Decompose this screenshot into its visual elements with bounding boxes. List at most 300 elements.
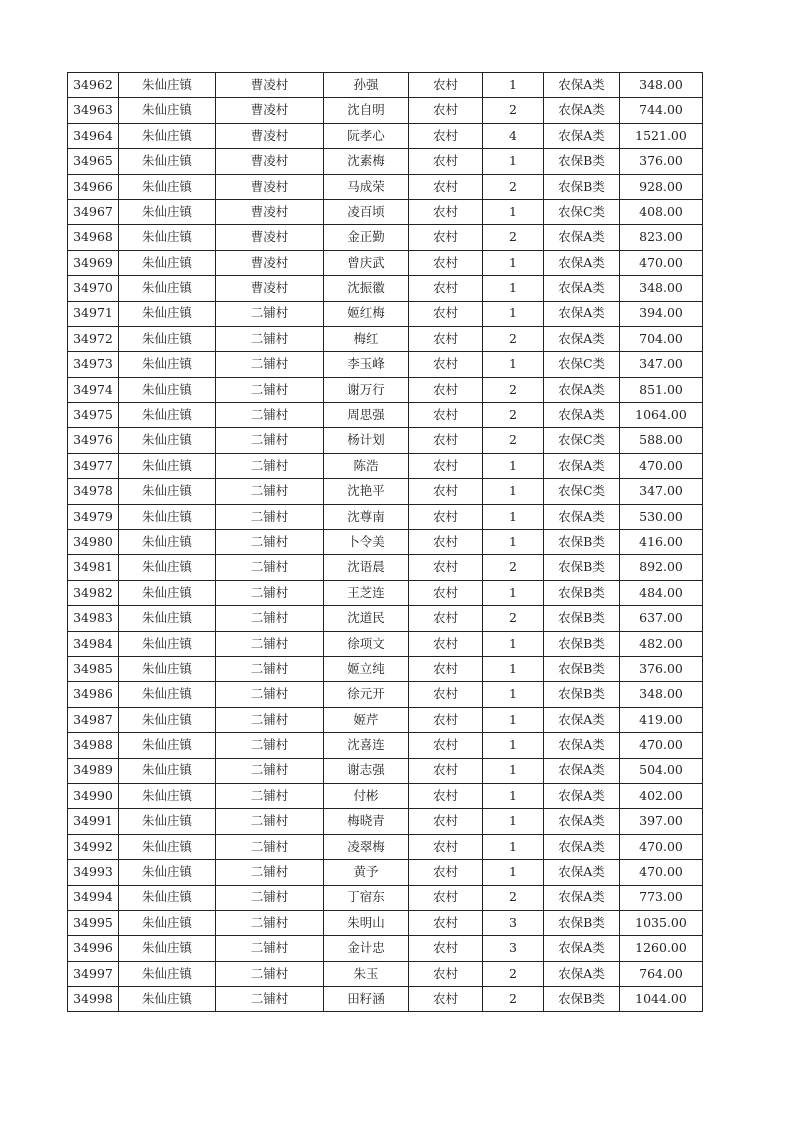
cell-amount: 347.00: [620, 479, 703, 504]
cell-member-count: 1: [483, 276, 544, 301]
cell-record-id: 34981: [68, 555, 119, 580]
cell-insurance-category: 农保A类: [544, 733, 620, 758]
cell-name: 曾庆武: [324, 250, 409, 275]
cell-name: 周思强: [324, 403, 409, 428]
cell-village: 曹凌村: [216, 149, 324, 174]
cell-member-count: 1: [483, 199, 544, 224]
cell-amount: 470.00: [620, 733, 703, 758]
cell-record-id: 34982: [68, 580, 119, 605]
cell-record-id: 34977: [68, 453, 119, 478]
table-row: [68, 326, 703, 351]
table-row: [68, 733, 703, 758]
cell-amount: 1044.00: [620, 987, 703, 1012]
cell-town: 朱仙庄镇: [119, 783, 216, 808]
cell-household-type: 农村: [409, 73, 483, 98]
cell-household-type: 农村: [409, 326, 483, 351]
table-row: [68, 910, 703, 935]
cell-town: 朱仙庄镇: [119, 250, 216, 275]
cell-amount: 376.00: [620, 656, 703, 681]
cell-record-id: 34969: [68, 250, 119, 275]
cell-name: 沈尊南: [324, 504, 409, 529]
cell-town: 朱仙庄镇: [119, 682, 216, 707]
cell-village: 二铺村: [216, 885, 324, 910]
cell-name: 姬芹: [324, 707, 409, 732]
cell-insurance-category: 农保A类: [544, 860, 620, 885]
cell-name: 丁宿东: [324, 885, 409, 910]
cell-town: 朱仙庄镇: [119, 707, 216, 732]
cell-town: 朱仙庄镇: [119, 885, 216, 910]
cell-village: 二铺村: [216, 301, 324, 326]
cell-record-id: 34975: [68, 403, 119, 428]
cell-name: 沈艳平: [324, 479, 409, 504]
cell-household-type: 农村: [409, 910, 483, 935]
cell-household-type: 农村: [409, 580, 483, 605]
cell-insurance-category: 农保A类: [544, 936, 620, 961]
cell-name: 姬红梅: [324, 301, 409, 326]
cell-insurance-category: 农保B类: [544, 656, 620, 681]
cell-amount: 402.00: [620, 783, 703, 808]
cell-household-type: 农村: [409, 149, 483, 174]
cell-insurance-category: 农保B类: [544, 149, 620, 174]
table-row: [68, 98, 703, 123]
cell-village: 二铺村: [216, 326, 324, 351]
cell-household-type: 农村: [409, 834, 483, 859]
cell-village: 二铺村: [216, 606, 324, 631]
cell-record-id: 34983: [68, 606, 119, 631]
table-row: [68, 73, 703, 98]
cell-village: 二铺村: [216, 987, 324, 1012]
table-row: [68, 174, 703, 199]
cell-record-id: 34986: [68, 682, 119, 707]
cell-insurance-category: 农保C类: [544, 479, 620, 504]
cell-household-type: 农村: [409, 961, 483, 986]
cell-record-id: 34985: [68, 656, 119, 681]
cell-insurance-category: 农保A类: [544, 504, 620, 529]
cell-town: 朱仙庄镇: [119, 936, 216, 961]
cell-record-id: 34966: [68, 174, 119, 199]
cell-member-count: 2: [483, 961, 544, 986]
cell-household-type: 农村: [409, 428, 483, 453]
table-row: [68, 936, 703, 961]
cell-amount: 470.00: [620, 250, 703, 275]
cell-name: 姬立纯: [324, 656, 409, 681]
cell-amount: 484.00: [620, 580, 703, 605]
cell-insurance-category: 农保A类: [544, 809, 620, 834]
cell-amount: 823.00: [620, 225, 703, 250]
cell-name: 李玉峰: [324, 352, 409, 377]
cell-member-count: 1: [483, 834, 544, 859]
cell-amount: 416.00: [620, 530, 703, 555]
table-row: [68, 352, 703, 377]
cell-record-id: 34995: [68, 910, 119, 935]
cell-record-id: 34963: [68, 98, 119, 123]
cell-member-count: 1: [483, 352, 544, 377]
cell-town: 朱仙庄镇: [119, 377, 216, 402]
cell-record-id: 34973: [68, 352, 119, 377]
cell-household-type: 农村: [409, 199, 483, 224]
cell-town: 朱仙庄镇: [119, 961, 216, 986]
cell-name: 徐项文: [324, 631, 409, 656]
table-row: [68, 809, 703, 834]
cell-insurance-category: 农保A类: [544, 326, 620, 351]
cell-town: 朱仙庄镇: [119, 199, 216, 224]
cell-name: 卜令美: [324, 530, 409, 555]
cell-household-type: 农村: [409, 530, 483, 555]
cell-member-count: 1: [483, 479, 544, 504]
cell-village: 二铺村: [216, 809, 324, 834]
cell-village: 二铺村: [216, 352, 324, 377]
cell-insurance-category: 农保C类: [544, 352, 620, 377]
table-row: [68, 453, 703, 478]
cell-amount: 764.00: [620, 961, 703, 986]
cell-member-count: 1: [483, 682, 544, 707]
cell-village: 二铺村: [216, 707, 324, 732]
table-row: [68, 225, 703, 250]
cell-member-count: 2: [483, 225, 544, 250]
cell-record-id: 34967: [68, 199, 119, 224]
table-row: [68, 377, 703, 402]
cell-household-type: 农村: [409, 809, 483, 834]
cell-member-count: 1: [483, 580, 544, 605]
cell-amount: 394.00: [620, 301, 703, 326]
cell-record-id: 34992: [68, 834, 119, 859]
table-row: [68, 860, 703, 885]
cell-household-type: 农村: [409, 174, 483, 199]
cell-insurance-category: 农保A类: [544, 250, 620, 275]
cell-name: 孙强: [324, 73, 409, 98]
cell-insurance-category: 农保A类: [544, 301, 620, 326]
cell-insurance-category: 农保A类: [544, 783, 620, 808]
cell-village: 二铺村: [216, 834, 324, 859]
cell-town: 朱仙庄镇: [119, 301, 216, 326]
cell-name: 沈振徽: [324, 276, 409, 301]
cell-town: 朱仙庄镇: [119, 809, 216, 834]
cell-amount: 348.00: [620, 276, 703, 301]
cell-amount: 851.00: [620, 377, 703, 402]
cell-household-type: 农村: [409, 860, 483, 885]
cell-name: 谢志强: [324, 758, 409, 783]
cell-record-id: 34978: [68, 479, 119, 504]
cell-amount: 1035.00: [620, 910, 703, 935]
cell-name: 沈语晨: [324, 555, 409, 580]
cell-amount: 588.00: [620, 428, 703, 453]
cell-insurance-category: 农保B类: [544, 910, 620, 935]
cell-amount: 1521.00: [620, 123, 703, 148]
cell-member-count: 1: [483, 783, 544, 808]
cell-amount: 1064.00: [620, 403, 703, 428]
cell-member-count: 2: [483, 98, 544, 123]
cell-town: 朱仙庄镇: [119, 326, 216, 351]
cell-village: 曹凌村: [216, 98, 324, 123]
cell-town: 朱仙庄镇: [119, 580, 216, 605]
cell-household-type: 农村: [409, 504, 483, 529]
cell-insurance-category: 农保C类: [544, 199, 620, 224]
table-body: [68, 73, 703, 1012]
cell-town: 朱仙庄镇: [119, 834, 216, 859]
cell-insurance-category: 农保B类: [544, 555, 620, 580]
cell-record-id: 34976: [68, 428, 119, 453]
cell-household-type: 农村: [409, 631, 483, 656]
cell-record-id: 34974: [68, 377, 119, 402]
cell-village: 二铺村: [216, 530, 324, 555]
cell-record-id: 34987: [68, 707, 119, 732]
cell-insurance-category: 农保A类: [544, 225, 620, 250]
cell-insurance-category: 农保A类: [544, 834, 620, 859]
cell-amount: 530.00: [620, 504, 703, 529]
cell-insurance-category: 农保A类: [544, 276, 620, 301]
table-row: [68, 199, 703, 224]
cell-household-type: 农村: [409, 123, 483, 148]
cell-household-type: 农村: [409, 403, 483, 428]
cell-amount: 348.00: [620, 73, 703, 98]
cell-record-id: 34970: [68, 276, 119, 301]
table-row: [68, 682, 703, 707]
cell-household-type: 农村: [409, 276, 483, 301]
cell-name: 沈自明: [324, 98, 409, 123]
cell-insurance-category: 农保A类: [544, 98, 620, 123]
cell-amount: 704.00: [620, 326, 703, 351]
table-row: [68, 428, 703, 453]
cell-name: 沈喜连: [324, 733, 409, 758]
cell-town: 朱仙庄镇: [119, 428, 216, 453]
table-row: [68, 580, 703, 605]
cell-village: 曹凌村: [216, 250, 324, 275]
cell-insurance-category: 农保B类: [544, 682, 620, 707]
cell-member-count: 2: [483, 326, 544, 351]
cell-town: 朱仙庄镇: [119, 123, 216, 148]
cell-amount: 408.00: [620, 199, 703, 224]
table-row: [68, 783, 703, 808]
cell-member-count: 1: [483, 530, 544, 555]
cell-amount: 482.00: [620, 631, 703, 656]
cell-amount: 637.00: [620, 606, 703, 631]
cell-village: 二铺村: [216, 910, 324, 935]
cell-amount: 1260.00: [620, 936, 703, 961]
cell-insurance-category: 农保A类: [544, 453, 620, 478]
cell-amount: 773.00: [620, 885, 703, 910]
cell-town: 朱仙庄镇: [119, 758, 216, 783]
cell-member-count: 1: [483, 809, 544, 834]
cell-village: 二铺村: [216, 428, 324, 453]
cell-town: 朱仙庄镇: [119, 352, 216, 377]
cell-name: 梅晓青: [324, 809, 409, 834]
cell-insurance-category: 农保A类: [544, 961, 620, 986]
cell-insurance-category: 农保A类: [544, 73, 620, 98]
table-row: [68, 149, 703, 174]
cell-member-count: 1: [483, 149, 544, 174]
cell-household-type: 农村: [409, 656, 483, 681]
cell-record-id: 34997: [68, 961, 119, 986]
cell-insurance-category: 农保A类: [544, 707, 620, 732]
table-row: [68, 606, 703, 631]
cell-member-count: 3: [483, 936, 544, 961]
cell-member-count: 1: [483, 733, 544, 758]
table-row: [68, 479, 703, 504]
cell-town: 朱仙庄镇: [119, 453, 216, 478]
cell-town: 朱仙庄镇: [119, 479, 216, 504]
cell-insurance-category: 农保B类: [544, 580, 620, 605]
cell-town: 朱仙庄镇: [119, 403, 216, 428]
cell-amount: 744.00: [620, 98, 703, 123]
table-row: [68, 301, 703, 326]
cell-household-type: 农村: [409, 707, 483, 732]
cell-member-count: 2: [483, 428, 544, 453]
cell-household-type: 农村: [409, 377, 483, 402]
cell-town: 朱仙庄镇: [119, 174, 216, 199]
cell-name: 马成荣: [324, 174, 409, 199]
cell-name: 金正勤: [324, 225, 409, 250]
cell-name: 凌翠梅: [324, 834, 409, 859]
cell-village: 二铺村: [216, 758, 324, 783]
cell-insurance-category: 农保A类: [544, 885, 620, 910]
cell-household-type: 农村: [409, 682, 483, 707]
cell-insurance-category: 农保C类: [544, 428, 620, 453]
cell-member-count: 1: [483, 73, 544, 98]
cell-amount: 892.00: [620, 555, 703, 580]
cell-town: 朱仙庄镇: [119, 149, 216, 174]
cell-village: 曹凌村: [216, 199, 324, 224]
cell-member-count: 1: [483, 758, 544, 783]
cell-amount: 348.00: [620, 682, 703, 707]
cell-insurance-category: 农保B类: [544, 530, 620, 555]
cell-household-type: 农村: [409, 555, 483, 580]
cell-household-type: 农村: [409, 758, 483, 783]
cell-name: 梅红: [324, 326, 409, 351]
cell-name: 阮孝心: [324, 123, 409, 148]
table-row: [68, 403, 703, 428]
cell-village: 曹凌村: [216, 174, 324, 199]
cell-village: 二铺村: [216, 377, 324, 402]
cell-household-type: 农村: [409, 453, 483, 478]
cell-household-type: 农村: [409, 250, 483, 275]
cell-household-type: 农村: [409, 885, 483, 910]
table-row: [68, 707, 703, 732]
cell-town: 朱仙庄镇: [119, 733, 216, 758]
cell-village: 曹凌村: [216, 225, 324, 250]
cell-village: 二铺村: [216, 936, 324, 961]
cell-household-type: 农村: [409, 936, 483, 961]
cell-village: 二铺村: [216, 631, 324, 656]
cell-name: 金计忠: [324, 936, 409, 961]
cell-name: 凌百顷: [324, 199, 409, 224]
table-row: [68, 631, 703, 656]
cell-insurance-category: 农保B类: [544, 631, 620, 656]
cell-amount: 419.00: [620, 707, 703, 732]
cell-amount: 470.00: [620, 453, 703, 478]
cell-household-type: 农村: [409, 98, 483, 123]
table-row: [68, 987, 703, 1012]
cell-town: 朱仙庄镇: [119, 530, 216, 555]
cell-household-type: 农村: [409, 479, 483, 504]
cell-village: 二铺村: [216, 961, 324, 986]
cell-town: 朱仙庄镇: [119, 504, 216, 529]
table-row: [68, 123, 703, 148]
cell-record-id: 34990: [68, 783, 119, 808]
cell-amount: 470.00: [620, 860, 703, 885]
cell-record-id: 34984: [68, 631, 119, 656]
table-row: [68, 834, 703, 859]
table-row: [68, 555, 703, 580]
cell-member-count: 2: [483, 174, 544, 199]
cell-village: 二铺村: [216, 580, 324, 605]
cell-insurance-category: 农保A类: [544, 758, 620, 783]
cell-member-count: 2: [483, 885, 544, 910]
cell-village: 二铺村: [216, 733, 324, 758]
cell-town: 朱仙庄镇: [119, 606, 216, 631]
cell-village: 二铺村: [216, 403, 324, 428]
cell-village: 二铺村: [216, 682, 324, 707]
cell-name: 谢万行: [324, 377, 409, 402]
cell-insurance-category: 农保A类: [544, 123, 620, 148]
cell-member-count: 1: [483, 631, 544, 656]
cell-household-type: 农村: [409, 733, 483, 758]
cell-record-id: 34964: [68, 123, 119, 148]
cell-household-type: 农村: [409, 225, 483, 250]
cell-member-count: 2: [483, 403, 544, 428]
cell-village: 二铺村: [216, 656, 324, 681]
cell-member-count: 2: [483, 555, 544, 580]
cell-record-id: 34968: [68, 225, 119, 250]
cell-member-count: 1: [483, 504, 544, 529]
cell-village: 二铺村: [216, 783, 324, 808]
cell-town: 朱仙庄镇: [119, 225, 216, 250]
cell-village: 曹凌村: [216, 123, 324, 148]
cell-insurance-category: 农保B类: [544, 987, 620, 1012]
cell-household-type: 农村: [409, 301, 483, 326]
cell-household-type: 农村: [409, 783, 483, 808]
cell-name: 沈道民: [324, 606, 409, 631]
roster-table: [67, 72, 703, 1012]
table-row: [68, 656, 703, 681]
cell-amount: 397.00: [620, 809, 703, 834]
cell-name: 徐元开: [324, 682, 409, 707]
cell-record-id: 34965: [68, 149, 119, 174]
cell-name: 付彬: [324, 783, 409, 808]
cell-name: 杨计划: [324, 428, 409, 453]
cell-name: 王芝连: [324, 580, 409, 605]
cell-record-id: 34979: [68, 504, 119, 529]
cell-amount: 376.00: [620, 149, 703, 174]
cell-town: 朱仙庄镇: [119, 987, 216, 1012]
cell-record-id: 34972: [68, 326, 119, 351]
cell-member-count: 1: [483, 301, 544, 326]
cell-village: 二铺村: [216, 479, 324, 504]
cell-town: 朱仙庄镇: [119, 555, 216, 580]
cell-record-id: 34989: [68, 758, 119, 783]
cell-record-id: 34991: [68, 809, 119, 834]
cell-name: 朱明山: [324, 910, 409, 935]
cell-name: 陈浩: [324, 453, 409, 478]
cell-amount: 347.00: [620, 352, 703, 377]
cell-record-id: 34988: [68, 733, 119, 758]
cell-town: 朱仙庄镇: [119, 860, 216, 885]
cell-village: 二铺村: [216, 860, 324, 885]
cell-town: 朱仙庄镇: [119, 276, 216, 301]
cell-name: 黄予: [324, 860, 409, 885]
cell-village: 曹凌村: [216, 73, 324, 98]
cell-insurance-category: 农保B类: [544, 174, 620, 199]
cell-record-id: 34994: [68, 885, 119, 910]
cell-member-count: 1: [483, 656, 544, 681]
table-row: [68, 885, 703, 910]
table-row: [68, 758, 703, 783]
cell-insurance-category: 农保A类: [544, 377, 620, 402]
cell-town: 朱仙庄镇: [119, 73, 216, 98]
cell-town: 朱仙庄镇: [119, 98, 216, 123]
cell-record-id: 34993: [68, 860, 119, 885]
cell-insurance-category: 农保A类: [544, 403, 620, 428]
cell-name: 田籽涵: [324, 987, 409, 1012]
